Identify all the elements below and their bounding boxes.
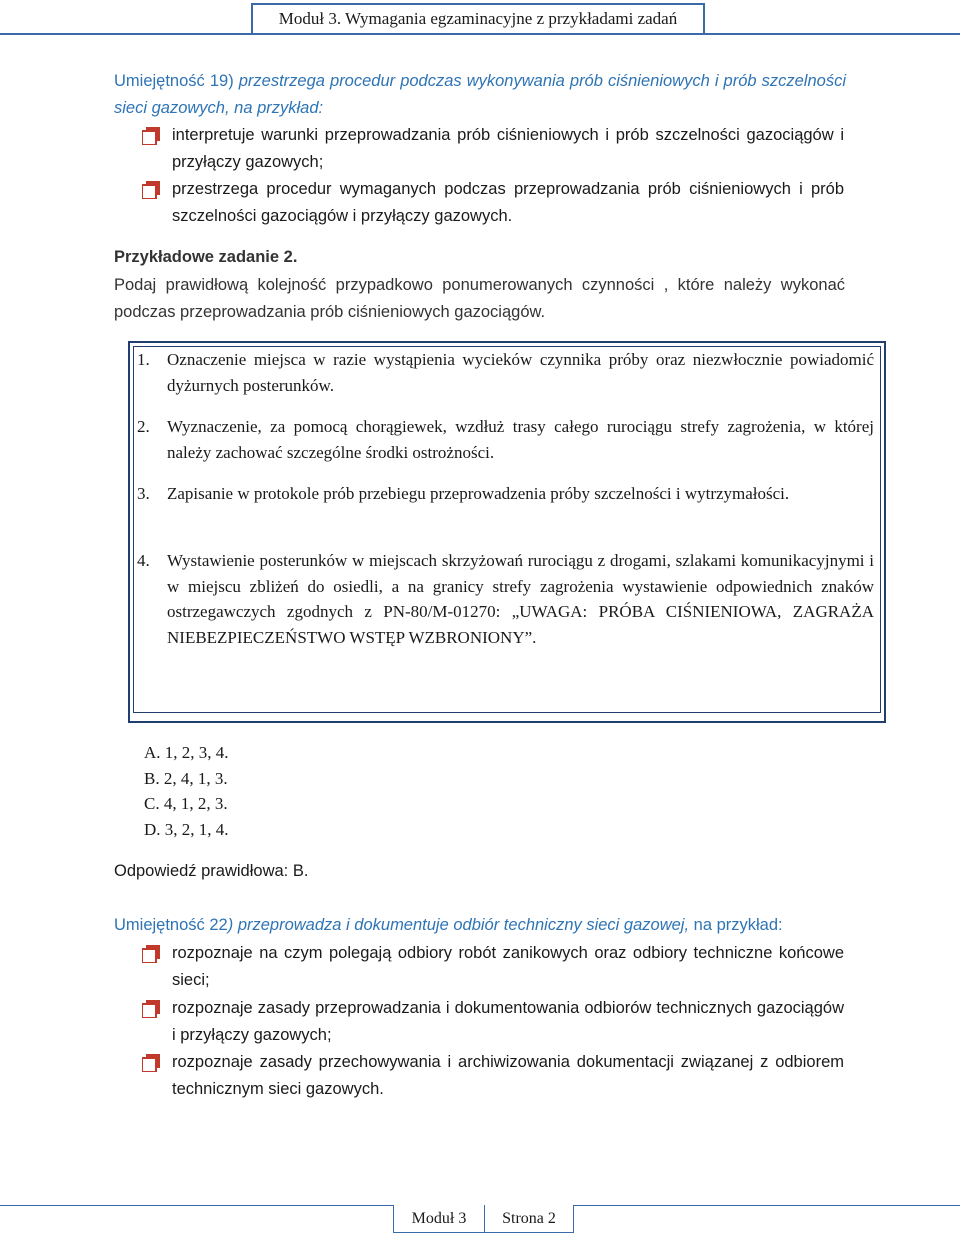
task-item-text: Wystawienie posterunków w miejscach skrzyżowań rurociągu z drogami, szlakami komunikacyjnymi i w miejscu zbliżeń do osiedli, a na granicy strefy zagrożenia wystawienie odpowiednich znaków ostrzegawczych zgodnych z PN-80/M-01270: „UWAGA: PRÓBA CIŚNIENIOWA, ZAGRAŻA NIEBEZPIECZEŃSTWO WSTĘP WZBRONIONY”. [167,551,874,647]
correct-answer: Odpowiedź prawidłowa: B. [114,862,309,880]
page-header-title: Moduł 3. Wymagania egzaminacyjne z przykładami zadań [251,3,705,33]
skill-19-prefix: Umiejętność 19) [114,72,234,90]
skill-22-bullet-3: rozpoznaje zasady przechowywania i archiwizowania dokumentacji związanej z odbiorem technicznym sieci gazowych. [172,1053,844,1098]
task-item-text: Zapisanie w protokole prób przebiegu przeprowadzenia próby szczelności i wytrzymałości. [167,484,790,503]
answer-option-c: C. 4, 1, 2, 3. [144,794,228,814]
skill-19-intro [114,68,846,122]
skill-22-bullet-1: rozpoznaje na czym polegają odbiory robót zanikowych oraz odbiory techniczne końcowe sieci; [172,944,844,989]
task-item-number: 3. [137,484,150,503]
footer-module: Moduł 3 [393,1205,485,1233]
skill-19-description: przestrzega procedur podczas wykonywania prób ciśnieniowych i prób szczelności sieci gazowych, [114,72,846,117]
checkbox-bullet-icon [142,127,160,145]
checkbox-bullet-icon [142,945,160,963]
task-item-number: 1. [137,350,150,369]
task-item-number: 2. [137,417,150,436]
skill-22-bullet-2: rozpoznaje zasady przeprowadzania i dokumentowania odbiorów technicznych gazociągów i przyłączy gazowych; [172,999,844,1044]
answer-option-a: A. 1, 2, 3, 4. [144,743,229,762]
task-question: Podaj prawidłową kolejność przypadkowo ponumerowanych czynności , które należy wykonać podczas przeprowadzania prób ciśnieniowych gazociągów. [114,276,845,321]
skill-22-suffix: na przykład: [693,916,783,934]
checkbox-bullet-icon [142,181,160,199]
skill-19-bullet-2: przestrzega procedur wymaganych podczas przeprowadzania prób ciśnieniowych i prób szczelności gazociągów i przyłączy gazowych. [172,180,844,225]
skill-22-intro [114,912,846,939]
question-frame-inner [133,346,881,713]
checkbox-bullet-icon [142,1000,160,1018]
task-item-text: Wyznaczenie, za pomocą chorągiewek, wzdłuż trasy całego rurociągu strefy zagrożenia, w której należy zachować szczególne środki ostrożności. [167,417,874,462]
answer-options [144,740,229,842]
skill-22-prefix: Umiejętność 22 [114,916,228,934]
skill-19-bullet-1: interpretuje warunki przeprowadzania prób ciśnieniowych i prób szczelności gazociągów i przyłączy gazowych; [172,126,844,171]
question-frame [128,341,886,723]
skill-22-description: ) przeprowadza i dokumentuje odbiór techniczny sieci gazowej, [227,916,690,934]
answer-option-b: B. 2, 4, 1, 3. [144,768,228,788]
header-rule [0,33,960,35]
task-item-text: Oznaczenie miejsca w razie wystąpienia wycieków czynnika próby oraz niezwłocznie powiadomić dyżurnych posterunków. [167,350,874,395]
task-title: Przykładowe zadanie 2. [114,248,298,266]
task-item-number: 4. [137,551,150,570]
checkbox-bullet-icon [142,1054,160,1072]
answer-option-d: D. 3, 2, 1, 4. [144,819,229,839]
skill-19-suffix: na przykład: [234,99,324,117]
footer-page-number: Strona 2 [484,1205,574,1233]
